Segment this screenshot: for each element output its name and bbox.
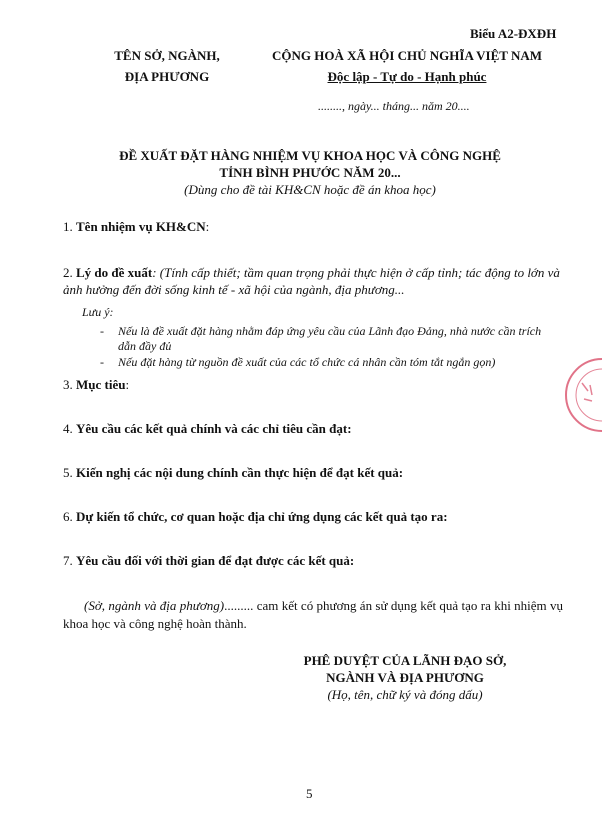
title-line-2: TỈNH BÌNH PHƯỚC NĂM 20... [219, 165, 401, 180]
commitment-text: ......... cam kết có phương án sử dụng kết quả tạo ra khi nhiệm vụ khoa học và công nghệ hoàn thành. [63, 598, 563, 631]
form-code: Biểu A2-ĐXĐH [470, 26, 557, 41]
page-number: 5 [306, 786, 313, 801]
section-2 [63, 264, 563, 298]
section-label: Kiến nghị các nội dung chính cần thực hiện để đạt kết quả: [76, 465, 404, 480]
section-number: 2. [63, 265, 73, 280]
approval-line-2: NGÀNH VÀ ĐỊA PHƯƠNG [326, 670, 484, 685]
red-seal-stamp [562, 355, 602, 435]
agency-header [92, 45, 242, 87]
nation-name: CỘNG HOÀ XÃ HỘI CHỦ NGHĨA VIỆT NAM [271, 48, 543, 63]
section-number: 6. [63, 509, 73, 524]
bullet-dash: - [100, 355, 104, 369]
title-subtitle: (Dùng cho đề tài KH&CN hoặc đề án khoa học) [184, 182, 436, 197]
document-title [60, 147, 560, 198]
agency-line-1: TÊN SỞ, NGÀNH, [114, 48, 220, 63]
section-5 [63, 465, 403, 481]
commitment-paragraph [63, 597, 563, 633]
section-description: : (Tính cấp thiết; tầm quan trọng phải thực hiện ở cấp tỉnh; tác động to lớn và ảnh hưởng đến đời sống kinh tế - xã hội của ngành, địa phương... [63, 265, 560, 297]
agency-line-2: ĐỊA PHƯƠNG [124, 69, 210, 84]
section-label: Tên nhiệm vụ KH&CN [76, 219, 206, 234]
commitment-agency: (Sở, ngành và địa phương) [84, 598, 225, 613]
note-bullet [100, 355, 570, 370]
section-number: 7. [63, 553, 73, 568]
section-label: Mục tiêu [76, 377, 126, 392]
section-tail: : [205, 219, 210, 234]
section-label: Dự kiến tổ chức, cơ quan hoặc địa chỉ ứng dụng các kết quả tạo ra: [76, 509, 448, 524]
approval-line-1: PHÊ DUYỆT CỦA LÃNH ĐẠO SỞ, [303, 653, 507, 668]
national-motto: Độc lập - Tự do - Hạnh phúc [327, 69, 487, 84]
approval-block [290, 652, 520, 703]
section-7 [63, 553, 354, 569]
section-1 [63, 219, 209, 235]
approval-signature-note: (Họ, tên, chữ ký và đóng dấu) [327, 687, 483, 702]
nation-header [262, 45, 552, 87]
section-tail: : [125, 377, 130, 392]
section-number: 3. [63, 377, 73, 392]
section-label: Yêu cầu các kết quả chính và các chỉ tiêu cần đạt: [76, 421, 352, 436]
section-4 [63, 421, 352, 437]
section-number: 5. [63, 465, 73, 480]
bullet-text: Nếu là đề xuất đặt hàng nhằm đáp ứng yêu cầu của Lãnh đạo Đảng, nhà nước cần trích dẫn đầy đủ [118, 324, 542, 353]
bullet-dash: - [100, 324, 104, 338]
section-label: Yêu cầu đối với thời gian để đạt được các kết quả: [76, 553, 355, 568]
note-label: Lưu ý: [82, 305, 114, 319]
date-line: ........, ngày... tháng... năm 20.... [318, 99, 470, 113]
bullet-text: Nếu đặt hàng từ nguồn đề xuất của các tổ chức cá nhân cần tóm tắt ngắn gọn) [118, 355, 496, 369]
section-6 [63, 509, 448, 525]
section-number: 4. [63, 421, 73, 436]
note-bullet [100, 324, 570, 354]
section-label: Lý do đề xuất [76, 265, 153, 280]
section-3 [63, 377, 129, 393]
title-line-1: ĐỀ XUẤT ĐẶT HÀNG NHIỆM VỤ KHOA HỌC VÀ CÔNG NGHỆ [119, 148, 501, 163]
section-number: 1. [63, 219, 73, 234]
